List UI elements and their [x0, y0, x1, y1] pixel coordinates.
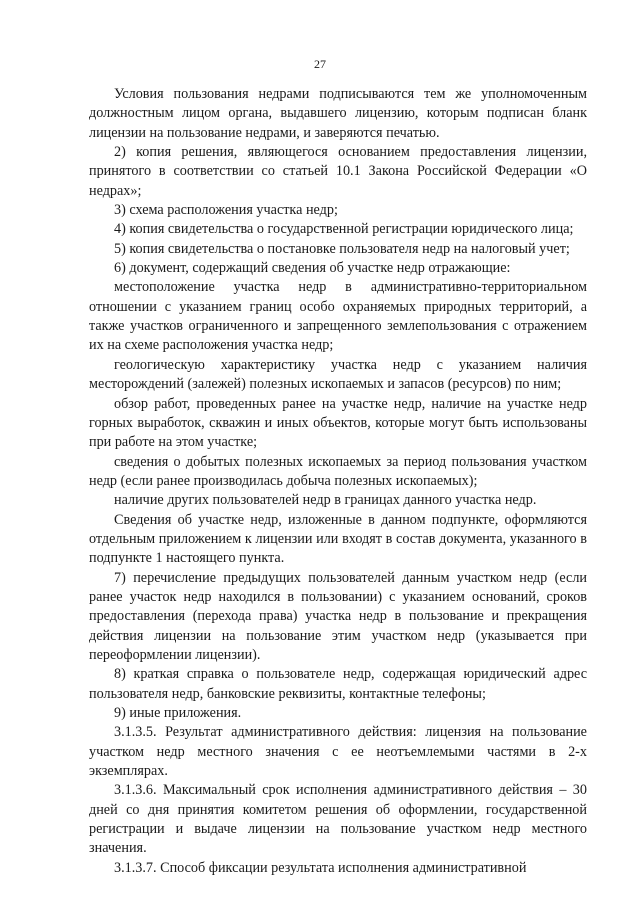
paragraph-location: местоположение участка недр в административно-территориальном отношении с указанием границ особо охраняемых природных территорий, а также участков ограниченного и запрещенного землепользования с отражением их на схеме расположения участка недр;: [89, 279, 587, 354]
paragraph-item-2: 2) копия решения, являющегося основанием предоставления лицензии, принятого в соответствии со статьей 10.1 Закона Российской Федерации «О недрах»;: [89, 144, 587, 199]
paragraph-conditions: Условия пользования недрами подписываются тем же уполномоченным должностным лицом органа, выдавшего лицензию, которым подписан бланк лицензии на пользование недрами, и заверяются печатью.: [89, 86, 587, 141]
paragraph-item-9: 9) иные приложения.: [114, 705, 242, 721]
paragraph-item-4: 4) копия свидетельства о государственной регистрации юридического лица;: [114, 221, 574, 238]
paragraph-item-5: 5) копия свидетельства о постановке пользователя недр на налоговый учет;: [114, 240, 570, 257]
paragraph-item-7: 7) перечисление предыдущих пользователей данным участком недр (если ранее участок недр находился в пользовании) с указанием оснований, сроков предоставления (перехода права) участка недр в пользование и прекращения действия лицензии на пользование этим участком недр (указывается при переоформлении лицензии).: [89, 569, 587, 663]
paragraph-other-users: наличие других пользователей недр в границах данного участка недр.: [114, 492, 537, 509]
page-number: 27: [314, 57, 326, 71]
paragraph-3-1-3-5: 3.1.3.5. Результат административного действия: лицензия на пользование участком недр местного значения с ее неотъемлемыми частями в 2-х экземплярах.: [89, 724, 587, 780]
paragraph-item-8: 8) краткая справка о пользователе недр, содержащая юридический адрес пользователя недр, банковские реквизиты, контактные телефоны;: [89, 666, 587, 702]
paragraph-works-review: обзор работ, проведенных ранее на участке недр, наличие на участке недр горных выработок, скважин и иных объектов, которые могут быть использованы при работе на этом участке;: [89, 395, 587, 451]
paragraph-geology: геологическую характеристику участка недр с указанием наличия месторождений (залежей) полезных ископаемых и запасов (ресурсов) по ним;: [89, 356, 587, 393]
paragraph-item-3: 3) схема расположения участка недр;: [114, 202, 338, 219]
paragraph-item-6: 6) документ, содержащий сведения об участке недр отражающие:: [114, 260, 511, 277]
document-body: [89, 85, 587, 878]
paragraph-3-1-3-7: 3.1.3.7. Способ фиксации результата исполнения административной: [114, 859, 527, 876]
paragraph-3-1-3-6: 3.1.3.6. Максимальный срок исполнения административного действия – 30 дней со дня принятия комитетом решения об оформлении, государственной регистрации и выдаче лицензии на пользование участком недр местного значения.: [89, 782, 587, 857]
paragraph-subsoil-info: Сведения об участке недр, изложенные в данном подпункте, оформляются отдельным приложением к лицензии или входят в состав документа, указанного в подпункте 1 настоящего пункта.: [89, 511, 587, 567]
paragraph-extracted-minerals: сведения о добытых полезных ископаемых за период пользования участком недр (если ранее производилась добыча полезных ископаемых);: [89, 453, 587, 489]
